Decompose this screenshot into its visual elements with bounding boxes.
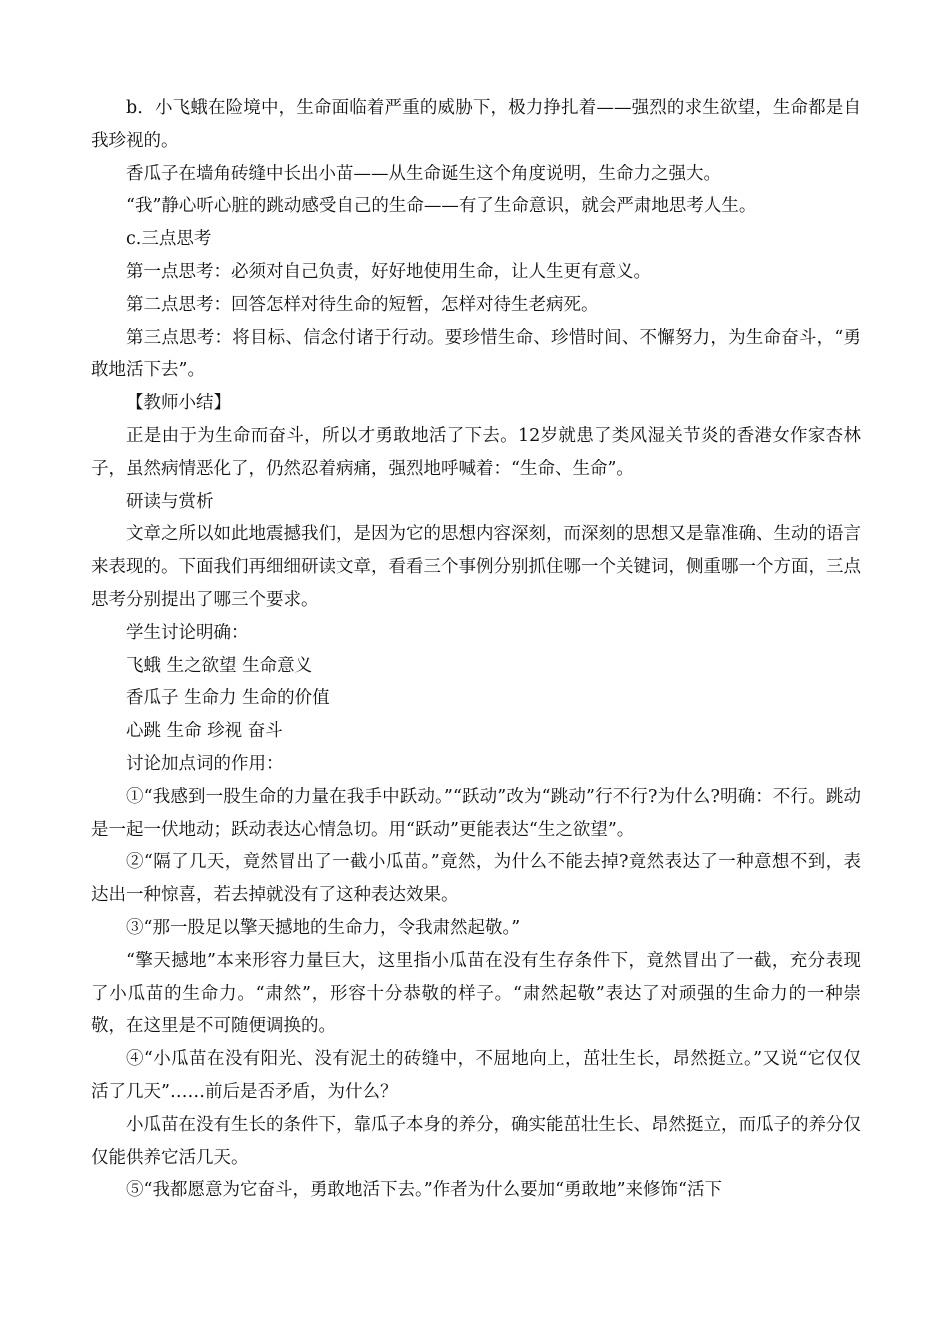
keyword-line-moth: 飞蛾 生之欲望 生命意义 [126, 655, 313, 676]
paragraph-dotted-words-intro: 讨论加点词的作用： [126, 753, 284, 774]
paragraph-study-intro: 文章之所以如此地震撼我们，是因为它的思想内容深刻，而深刻的思想又是靠准确、生动的语言来表现的。下面我们再细细研读文章，看看三个事例分别抓住哪一个关键词，侧重哪一个方面，三点思考分别提出了哪三个要求。 [91, 524, 861, 610]
paragraph-item-2: ②“隔了几天，竟然冒出了一截小瓜苗。”竟然，为什么不能去掉?竟然表达了一种意想不到，表达出一种惊喜，若去掉就没有了这种表达效果。 [91, 852, 861, 906]
paragraph-thought-2: 第二点思考：回答怎样对待生命的短暂，怎样对待生老病死。 [126, 294, 599, 315]
section-heading-teacher-summary: 【教师小结】 [126, 393, 231, 414]
paragraph-melon-seed-analysis: 香瓜子在墙角砖缝中长出小苗——从生命诞生这个角度说明，生命力之强大。 [126, 163, 721, 184]
paragraph-item-3: ③“那一股足以擎天撼地的生命力，令我肃然起敬。” [126, 917, 521, 938]
document-page [91, 92, 861, 1207]
paragraph-heartbeat-analysis: “我”静心听心脏的跳动感受自己的生命——有了生命意识，就会严肃地思考人生。 [126, 196, 757, 217]
paragraph-thought-3: 第三点思考：将目标、信念付诸于行动。要珍惜生命、珍惜时间、不懈努力，为生命奋斗，“勇敢地活下去”。 [91, 327, 861, 381]
paragraph-item-3-explanation: “擎天撼地”本来形容力量巨大，这里指小瓜苗在没有生存条件下，竟然冒出了一截，充分表现了小瓜苗的生命力。“肃然”，形容十分恭敬的样子。“肃然起敬”表达了对顽强的生命力的一种崇敬，在这里是不可随便调换的。 [91, 950, 861, 1037]
paragraph-item-4-explanation: 小瓜苗在没有生长的条件下，靠瓜子本身的养分，确实能茁壮生长、昂然挺立，而瓜子的养分仅仅能供养它活几天。 [91, 1114, 861, 1168]
section-heading-study-appreciation: 研读与赏析 [126, 491, 214, 512]
paragraph-item-4: ④“小瓜苗在没有阳光、没有泥土的砖缝中，不屈地向上，茁壮生长，昂然挺立。”又说“它仅仅活了几天”……前后是否矛盾，为什么？ [91, 1049, 861, 1102]
paragraph-teacher-summary: 正是由于为生命而奋斗，所以才勇敢地活了下去。12岁就患了类风湿关节炎的香港女作家杏林子，虽然病情恶化了，仍然忍着病痛，强烈地呼喊着：“生命、生命”。 [91, 425, 861, 479]
paragraph-thought-1: 第一点思考：必须对自己负责，好好地使用生命，让人生更有意义。 [126, 261, 651, 282]
keyword-line-melon-seed: 香瓜子 生命力 生命的价值 [126, 688, 330, 709]
paragraph-item-1: ①“我感到一股生命的力量在我手中跃动。”“跃动”改为“跳动”行不行?为什么?明确：不行。跳动是一起一伏地动；跃动表达心情急切。用“跃动”更能表达“生之欲望”。 [91, 786, 861, 840]
paragraph-item-5: ⑤“我都愿意为它奋斗，勇敢地活下去。”作者为什么要加“勇敢地”来修饰“活下 [126, 1180, 722, 1201]
paragraph-moth-analysis: b．小飞蛾在险境中，生命面临着严重的威胁下，极力挣扎着——强烈的求生欲望，生命都是自我珍视的。 [91, 98, 861, 151]
paragraph-student-discussion: 学生讨论明确： [126, 622, 249, 643]
keyword-line-heartbeat: 心跳 生命 珍视 奋斗 [126, 721, 283, 742]
section-heading-three-thoughts: c.三点思考 [126, 229, 212, 250]
